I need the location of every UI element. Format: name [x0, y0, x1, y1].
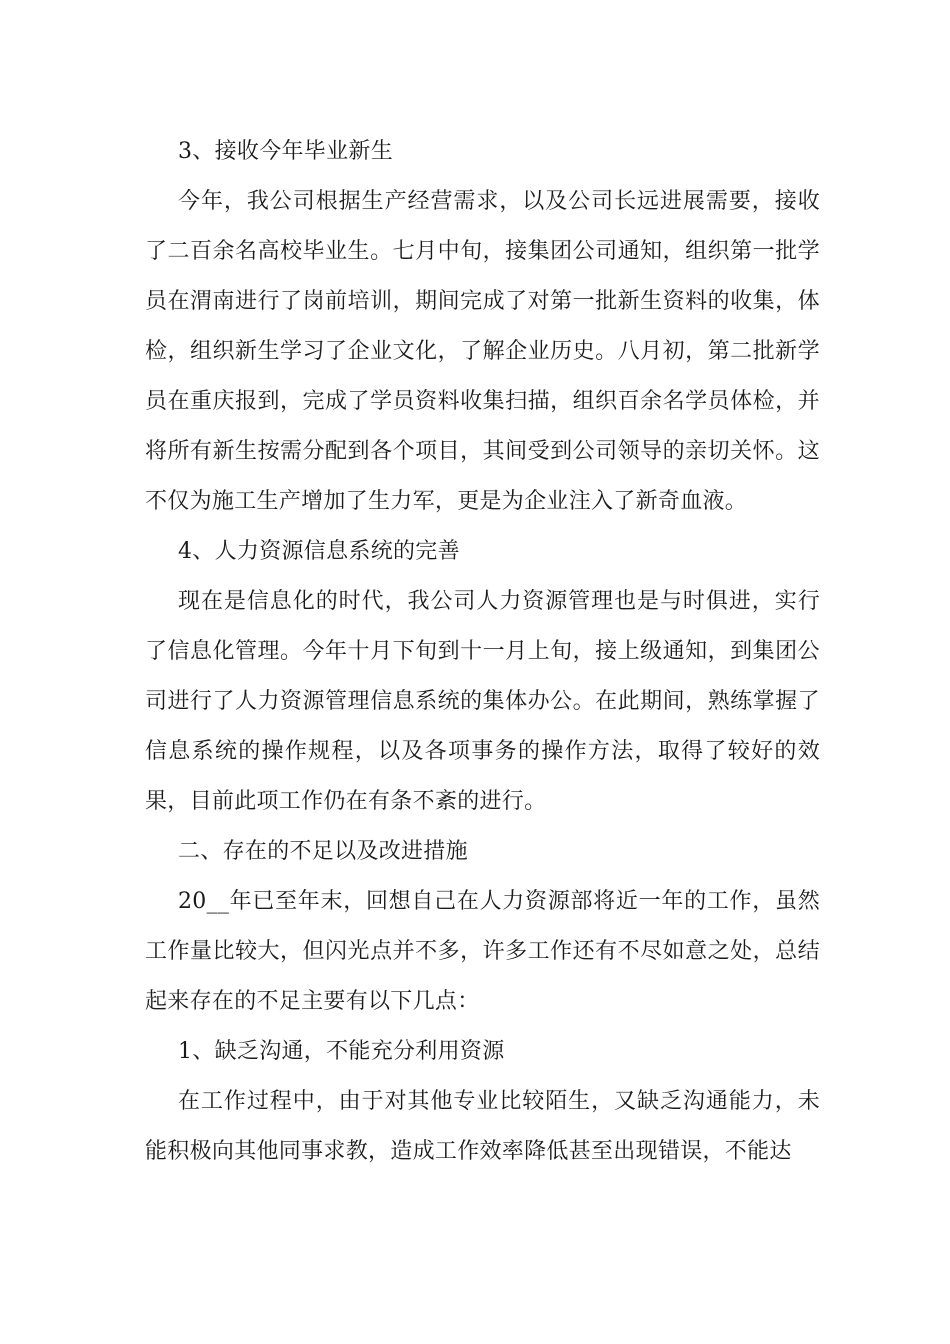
section-heading-recruit-graduates: 3、接收今年毕业新生 — [178, 139, 393, 164]
section-heading-lack-communication: 1、缺乏沟通，不能充分利用资源 — [178, 1039, 505, 1064]
paragraph-lack-communication: 在工作过程中，由于对其他专业比较陌生，又缺乏沟通能力，未能积极向其他同事求教，造成工作效率降低甚至出现错误，不能达 — [145, 1089, 820, 1164]
section-heading-shortcomings: 二、存在的不足以及改进措施 — [178, 839, 468, 864]
paragraph-recruit-graduates: 今年，我公司根据生产经营需求，以及公司长远进展需要，接收了二百余名高校毕业生。七月中旬，接集团公司通知，组织第一批学员在渭南进行了岗前培训，期间完成了对第一批新生资料的收集，体检，组织新生学习了企业文化，了解企业历史。八月初，第二批新学员在重庆报到，完成了学员资料收集扫描，组织百余名学员体检，并将所有新生按需分配到各个项目，其间受到公司领导的亲切关怀。这不仅为施工生产增加了生力军，更是为企业注入了新奇血液。 — [145, 189, 820, 514]
paragraph-shortcomings-intro: 20__年已至年末，回想自己在人力资源部将近一年的工作，虽然工作量比较大，但闪光点并不多，许多工作还有不尽如意之处，总结起来存在的不足主要有以下几点： — [145, 889, 820, 1014]
document-body — [145, 127, 820, 1177]
paragraph-hr-info-system: 现在是信息化的时代，我公司人力资源管理也是与时俱进，实行了信息化管理。今年十月下旬到十一月上旬，接上级通知，到集团公司进行了人力资源管理信息系统的集体办公。在此期间，熟练掌握了信息系统的操作规程，以及各项事务的操作方法，取得了较好的效果，目前此项工作仍在有条不紊的进行。 — [145, 589, 820, 814]
section-heading-hr-info-system: 4、人力资源信息系统的完善 — [178, 539, 460, 564]
